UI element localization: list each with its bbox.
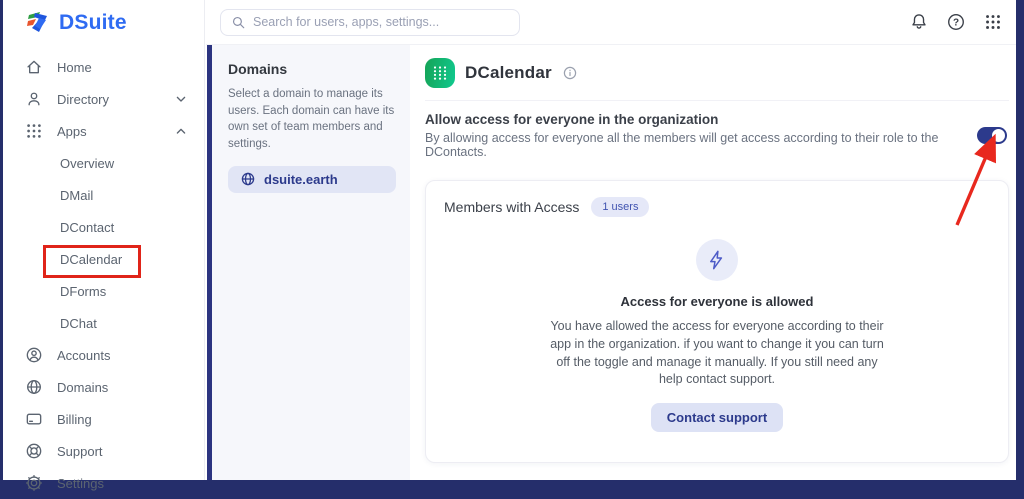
sidebar-item-settings[interactable] <box>3 467 204 499</box>
members-card-title: Members with Access <box>444 199 580 215</box>
person-icon <box>25 90 43 108</box>
search-icon <box>231 15 246 30</box>
chevron-down-icon <box>172 90 190 108</box>
empty-state-body: You have allowed the access for everyone according to their app in the organization. if you want to change it you can turn off the toggle and manage it manually. If you still need any help contact support. <box>550 319 884 387</box>
domain-item-dsuite-earth[interactable] <box>228 166 396 193</box>
sidebar-nav <box>3 51 204 499</box>
dot-grid-glyph <box>430 63 450 83</box>
lightning-bolt-icon <box>706 249 728 271</box>
chevron-up-icon <box>172 122 190 140</box>
sidebar-item-billing[interactable] <box>3 403 204 435</box>
subitem-label: DCalendar <box>60 251 123 267</box>
contact-support-button[interactable]: Contact support <box>651 403 783 432</box>
search-input[interactable] <box>253 15 509 29</box>
sidebar-item-label: Support <box>57 443 103 459</box>
sidebar-item-label: Home <box>57 59 92 75</box>
access-allowed-empty-state <box>444 239 990 432</box>
main-content <box>410 45 1016 480</box>
sidebar-subitem-dmail[interactable] <box>3 179 204 211</box>
app-title: DCalendar <box>465 63 552 82</box>
sidebar-item-apps[interactable] <box>3 115 204 147</box>
toggle-knob <box>992 129 1005 142</box>
logo[interactable] <box>3 0 204 36</box>
sidebar-subitem-dcontact[interactable] <box>3 211 204 243</box>
dsuite-logo-icon <box>25 9 52 36</box>
domains-panel-description: Select a domain to manage its users. Each domain can have its own set of team members and settings. <box>228 88 395 151</box>
sidebar-item-label: Accounts <box>57 347 111 363</box>
app-header <box>425 45 1009 88</box>
lifebuoy-icon <box>25 442 43 460</box>
sidebar-item-label: Directory <box>57 91 110 107</box>
sidebar <box>3 0 205 491</box>
accounts-icon <box>25 346 43 364</box>
topbar <box>206 0 1016 45</box>
sidebar-subitem-dchat[interactable] <box>3 307 204 339</box>
globe-icon <box>240 171 256 187</box>
users-count-badge: 1 users <box>591 197 649 217</box>
toggle-description: By allowing access for everyone all the members will get access according to their role to the DContacts. <box>425 131 939 159</box>
domains-panel <box>212 45 410 480</box>
toggle-label: Allow access for everyone in the organization <box>425 112 719 127</box>
help-icon[interactable] <box>946 12 966 32</box>
sidebar-item-label: Domains <box>57 379 109 395</box>
bolt-circle <box>696 239 738 281</box>
subitem-label: DChat <box>60 315 97 331</box>
sidebar-subitem-dforms[interactable] <box>3 275 204 307</box>
sidebar-item-support[interactable] <box>3 435 204 467</box>
notifications-bell-icon[interactable] <box>909 12 929 32</box>
subitem-label: DContact <box>60 219 115 235</box>
sidebar-item-domains[interactable] <box>3 371 204 403</box>
app-window <box>3 0 1016 491</box>
toggle-texts <box>425 112 977 159</box>
sidebar-subitem-overview[interactable] <box>3 147 204 179</box>
sidebar-item-label: Settings <box>57 475 104 491</box>
sidebar-subitem-dcalendar[interactable] <box>3 243 204 275</box>
credit-card-icon <box>25 410 43 428</box>
svg-text:?: ? <box>952 17 960 29</box>
gear-icon <box>25 474 43 492</box>
search-box[interactable] <box>220 9 520 36</box>
subitem-label: DMail <box>60 187 94 203</box>
globe-gear-icon <box>25 378 43 396</box>
members-with-access-card <box>425 180 1009 463</box>
access-toggle-row <box>425 101 1009 159</box>
sidebar-item-label: Apps <box>57 123 87 139</box>
domains-panel-title: Domains <box>228 61 288 77</box>
subitem-label: Overview <box>60 155 115 171</box>
info-icon[interactable] <box>562 65 578 81</box>
empty-state-title: Access for everyone is allowed <box>620 294 814 309</box>
sidebar-item-home[interactable] <box>3 51 204 83</box>
home-icon <box>25 58 43 76</box>
sidebar-item-accounts[interactable] <box>3 339 204 371</box>
sidebar-item-label: Billing <box>57 411 92 427</box>
app-launcher-icon[interactable] <box>983 12 1003 32</box>
sidebar-item-directory[interactable] <box>3 83 204 115</box>
domain-name: dsuite.earth <box>264 171 338 187</box>
members-card-header <box>444 197 990 217</box>
allow-access-toggle[interactable] <box>977 127 1007 144</box>
dcalendar-app-icon <box>425 58 455 88</box>
subitem-label: DForms <box>60 283 107 299</box>
logo-text: DSuite <box>59 10 127 34</box>
apps-grid-icon <box>25 122 43 140</box>
topbar-actions <box>909 12 1016 32</box>
